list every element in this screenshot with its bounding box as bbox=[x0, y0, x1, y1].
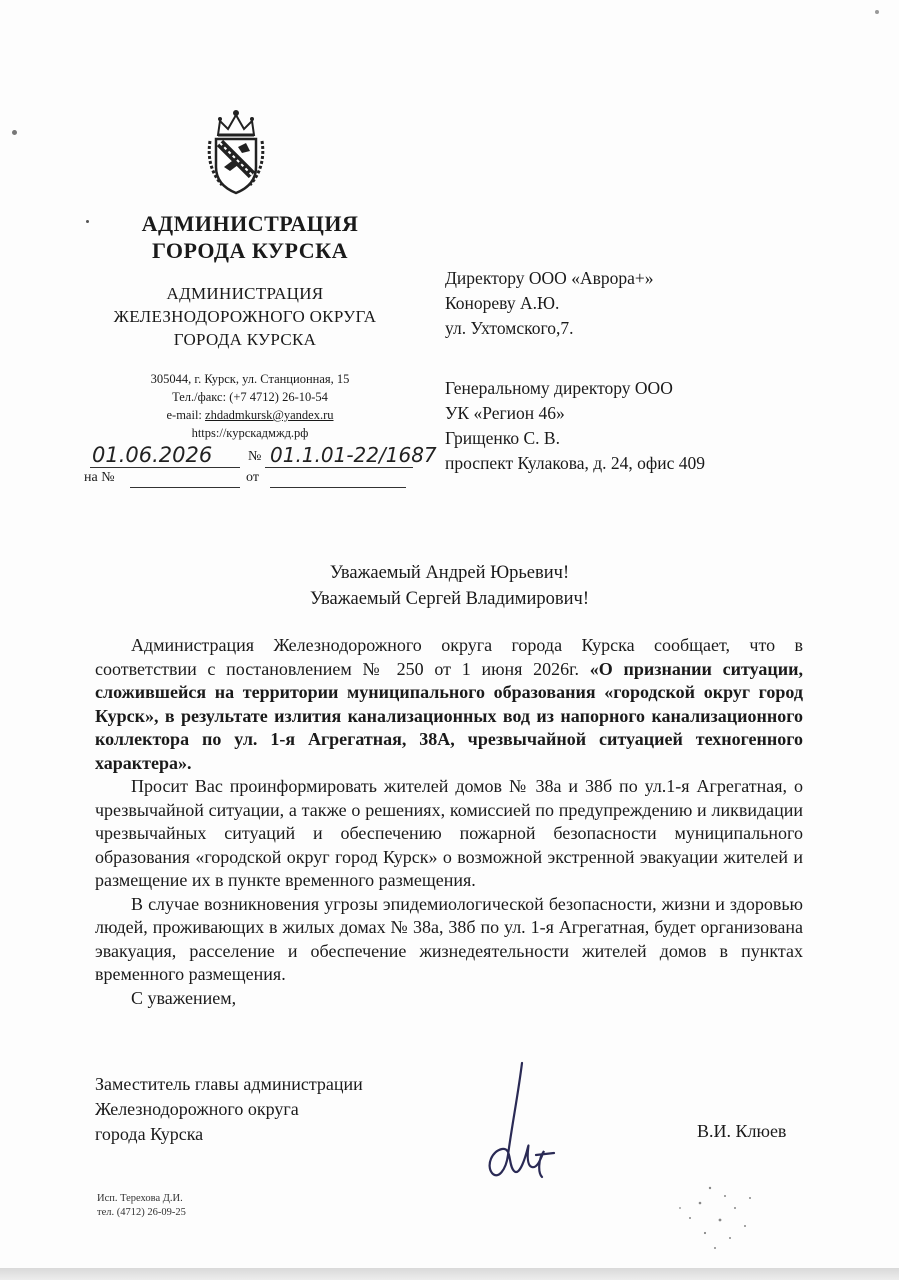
number-sign: № bbox=[248, 449, 262, 464]
decree-title: «О признании ситуации, сложившейся на территории муниципального образования «городской округ город Курск», в результате излития канализационных вод из напорного канализационного коллектора по ул. 1-я Агрегатная, 38А, чрезвычайной ситуацией техногенного характера». bbox=[95, 658, 803, 773]
number-underline bbox=[265, 467, 413, 468]
phone-fax: Тел./факс: (+7 4712) 26-10-54 bbox=[172, 390, 328, 404]
email-line bbox=[100, 406, 400, 424]
admin-title-line: АДМИНИСТРАЦИЯ bbox=[141, 211, 359, 236]
position-line: Заместитель главы администрации bbox=[95, 1074, 363, 1094]
handwritten-signature bbox=[478, 1055, 558, 1190]
registration-number: 01.1.01-22/1687 bbox=[270, 443, 437, 467]
position-line: Железнодорожного округа bbox=[95, 1099, 299, 1119]
signatory-name: В.И. Клюев bbox=[697, 1121, 787, 1141]
executor-name: Исп. Терехова Д.И. bbox=[97, 1193, 183, 1204]
recipient-block-1 bbox=[445, 266, 653, 341]
coat-of-arms-emblem bbox=[204, 105, 268, 197]
position-line: города Курска bbox=[95, 1124, 204, 1144]
letter-body bbox=[95, 634, 803, 1010]
from-label: от bbox=[246, 470, 259, 485]
recipient-line: проспект Кулакова, д. 24, офис 409 bbox=[445, 453, 705, 473]
email-label: e-mail: bbox=[166, 408, 206, 422]
recipient-block-2 bbox=[445, 376, 705, 476]
district-line: ГОРОДА КУРСКА bbox=[173, 330, 317, 349]
salutation bbox=[0, 560, 899, 612]
signatory-position bbox=[95, 1072, 363, 1147]
scan-speck bbox=[875, 10, 879, 14]
registration-block bbox=[84, 440, 442, 492]
from-underline bbox=[270, 487, 406, 488]
closing: С уважением, bbox=[131, 987, 237, 1008]
salutation-line: Уважаемый Андрей Юрьевич! bbox=[329, 563, 570, 583]
recipient-line: Конореву А.Ю. bbox=[445, 293, 560, 313]
paragraph: В случае возникновения угрозы эпидемиологической безопасности, жизни и здоровью людей, проживающих в жилых домах № 38а, 38б по ул. 1-я Агрегатная, будет организована эвакуация, расселение и обеспечение жизнедеятельности жителей домов в пунктах временного размещения. bbox=[95, 893, 803, 984]
paragraph bbox=[95, 634, 803, 775]
email-link[interactable]: zhdadmkursk@yandex.ru bbox=[205, 408, 334, 422]
postal-address: 305044, г. Курск, ул. Станционная, 15 bbox=[150, 372, 350, 386]
paragraph-text: Администрация Железнодорожного округа города Курска сообщает, что в соответствии с постановлением № 250 от 1 июня 2026г. bbox=[95, 635, 803, 679]
admin-title-line: ГОРОДА КУРСКА bbox=[151, 238, 348, 263]
date-underline bbox=[90, 467, 240, 468]
district-name bbox=[90, 282, 400, 351]
recipient-line: ул. Ухтомского,7. bbox=[445, 318, 574, 338]
registration-date: 01.06.2026 bbox=[92, 443, 213, 467]
reference-label: на № bbox=[84, 470, 115, 485]
paragraph: Просит Вас проинформировать жителей домов № 38а и 38б по ул.1-я Агрегатная, о чрезвычайной ситуации, а также о решениях, комиссией по предупреждению и ликвидации чрезвычайных ситуаций и обеспечению пожарной безопасности муниципального образования «городской округ город Курск» о возможной экстренной эвакуации жителей и размещение их в пункте временного размещения. bbox=[95, 776, 803, 890]
scan-bottom-edge bbox=[0, 1268, 899, 1280]
district-line: ЖЕЛЕЗНОДОРОЖНОГО ОКРУГА bbox=[113, 307, 377, 326]
website-link[interactable]: https://курскадмжд.рф bbox=[191, 426, 309, 440]
administration-title bbox=[100, 210, 400, 264]
reference-underline bbox=[130, 487, 240, 488]
recipient-line: УК «Регион 46» bbox=[445, 403, 565, 423]
contact-info bbox=[100, 370, 400, 442]
scan-speck bbox=[86, 220, 89, 223]
faint-stamp-remnant bbox=[650, 1178, 770, 1258]
recipient-line: Грищенко С. В. bbox=[445, 428, 560, 448]
executor-info bbox=[97, 1192, 186, 1220]
executor-phone: тел. (4712) 26-09-25 bbox=[97, 1207, 186, 1218]
recipient-line: Генеральному директору ООО bbox=[445, 378, 673, 398]
salutation-line: Уважаемый Сергей Владимирович! bbox=[310, 589, 589, 609]
district-line: АДМИНИСТРАЦИЯ bbox=[166, 284, 324, 303]
scan-speck bbox=[12, 130, 17, 135]
recipient-line: Директору ООО «Аврора+» bbox=[445, 268, 654, 288]
